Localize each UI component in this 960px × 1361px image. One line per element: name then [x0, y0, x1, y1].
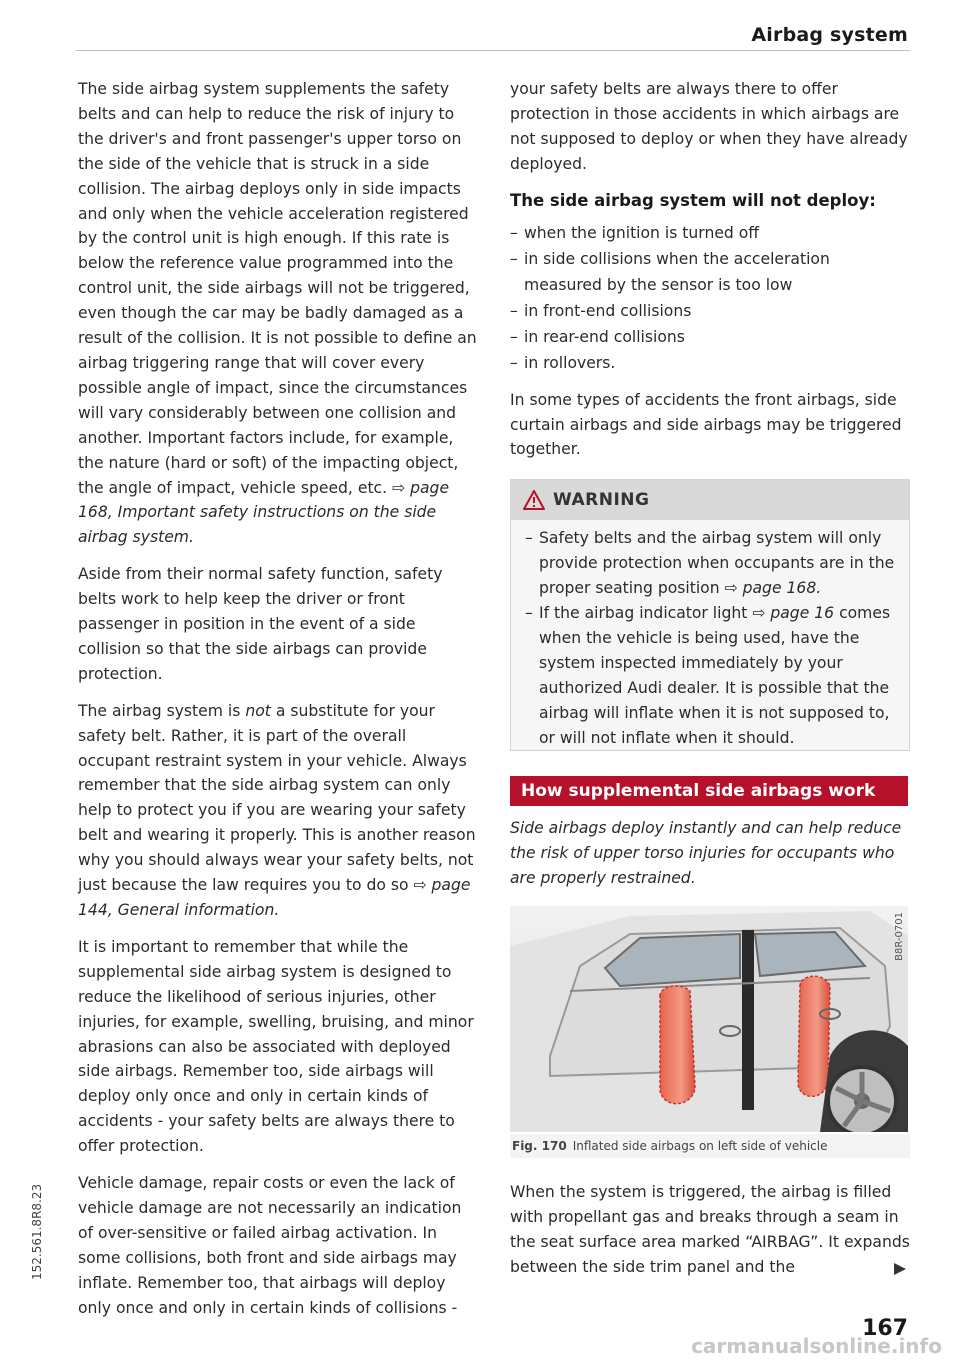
- figure-caption: [510, 1134, 910, 1158]
- continue-arrow-icon: [892, 1262, 908, 1276]
- right-paragraph-2: In some types of accidents the front airbags, side curtain airbags and side airbags may be triggered together.: [510, 390, 902, 459]
- warning-item-2-text-a: If the airbag indicator light: [539, 604, 753, 622]
- warning-item-1-text: Safety belts and the airbag system will only provide protection when occupants are in the proper seating position: [539, 529, 895, 597]
- list-item: – when the ignition is turned off: [510, 220, 910, 246]
- car-side-airbags-illustration: [510, 906, 908, 1132]
- not-deploy-list: [510, 220, 910, 376]
- right-paragraph-1: your safety belts are always there to offer protection in those accidents in which airbags are not supposed to deploy or when they have already deployed.: [510, 80, 908, 173]
- figure-label: Fig. 170: [512, 1139, 567, 1153]
- warning-title: WARNING: [553, 490, 650, 510]
- page-number: 167: [862, 1316, 908, 1341]
- right-column-bottom: [510, 1180, 910, 1280]
- left-p3-text-b: a substitute for your safety belt. Rather, it is part of the overall occupant restraint system in your vehicle. Always remember that the side airbag system can only help to protect you if you are wearing your safety belt and wearing it properly. This is another reason why you should always wear your safety belts, not just because the law requires you to do so: [78, 701, 476, 895]
- section-intro: Side airbags deploy instantly and can help reduce the risk of upper torso injuries for occupants who are properly restrained.: [510, 819, 902, 887]
- warning-item-2-page-ref[interactable]: ⇨ page 16: [752, 604, 835, 622]
- warning-body: [511, 520, 909, 751]
- section-title-bar: How supplemental side airbags work: [510, 776, 908, 806]
- figure-side-airbags: [510, 906, 908, 1132]
- list-item: – in side collisions when the acceleration measured by the sensor is too low: [510, 246, 910, 298]
- left-paragraph-4: It is important to remember that while the supplemental side airbag system is designed to reduce the likelihood of serious injuries, other injuries, for example, swelling, bruising, and minor abrasions can also be associated with deployed side airbags. Remember too, side airbags will deploy only once and only in certain kinds of accidents - your safety belts are always there to offer protection.: [78, 937, 474, 1156]
- warning-item-1-page-ref[interactable]: ⇨ page 168.: [724, 579, 822, 597]
- left-paragraph-5: Vehicle damage, repair costs or even the lack of vehicle damage are not necessarily an indication of over-sensitive or failed airbag activation. In some collisions, both front and side airbags may inflate. Remember too, that airbags will deploy only once and only in certain kinds of collisions -: [78, 1174, 462, 1317]
- left-p3-text-a: The airbag system is: [78, 701, 246, 720]
- left-p3-emphasis: not: [245, 701, 271, 720]
- right-column: [510, 77, 910, 474]
- header-rule: [76, 50, 910, 51]
- left-p1-page-ref[interactable]: ⇨ page 168, Important safety instructions on the side airbag system.: [78, 478, 450, 547]
- warning-list: [525, 526, 897, 751]
- left-paragraph-1: [78, 77, 478, 550]
- running-header-title: Airbag system: [751, 24, 908, 46]
- side-code: 152.561.8R8.23: [30, 1183, 44, 1280]
- left-column: [78, 77, 478, 1333]
- watermark: carmanualsonline.info: [691, 1334, 942, 1358]
- after-figure-paragraph: When the system is triggered, the airbag is filled with propellant gas and breaks through a seam in the seat surface area marked “AIRBAG”. It expands between the side trim panel and the: [510, 1183, 910, 1276]
- warning-header: [511, 480, 909, 520]
- warning-item-2: [525, 601, 897, 751]
- left-paragraph-2: Aside from their normal safety function, safety belts work to help keep the driver or front passenger in position in the event of a side collision so that the side airbags can provide protection.: [78, 565, 443, 683]
- list-item: – in front-end collisions: [510, 298, 910, 324]
- warning-box: [510, 479, 910, 751]
- left-p1-text: The side airbag system supplements the safety belts and can help to reduce the risk of injury to the driver's and front passenger's upper torso on the side of the vehicle that is struck in a side collision. The airbag deploys only in side impacts and only when the vehicle acceleration registered by the control unit is high enough. If this rate is below the reference value programmed into the control unit, the side airbags will not be triggered, even though the car may be badly damaged as a result of the collision. It is not possible to define an airbag triggering range that will cover every possible angle of impact, since the circumstances will vary considerably between one collision and another. Important factors include, for example, the nature (hard or soft) of the impacting object, the angle of impact, vehicle speed, etc.: [78, 80, 477, 497]
- list-item: – in rear-end collisions: [510, 324, 910, 350]
- warning-triangle-icon: [523, 490, 545, 510]
- figure-caption-text: Inflated side airbags on left side of vehicle: [572, 1139, 828, 1153]
- warning-item-1: [525, 526, 897, 601]
- left-paragraph-3: [78, 699, 478, 923]
- warning-item-2-text-b: comes when the vehicle is being used, have the system inspected immediately by your authorized Audi dealer. It is possible that the airbag will inflate when it is not supposed to, or will not inflate when it should.: [539, 604, 891, 747]
- figure-code: B8R-0701: [894, 912, 905, 961]
- not-deploy-heading: The side airbag system will not deploy:: [510, 190, 876, 210]
- list-item: – in rollovers.: [510, 350, 910, 376]
- left-p3-page-ref[interactable]: ⇨ page 144, General information.: [78, 876, 471, 919]
